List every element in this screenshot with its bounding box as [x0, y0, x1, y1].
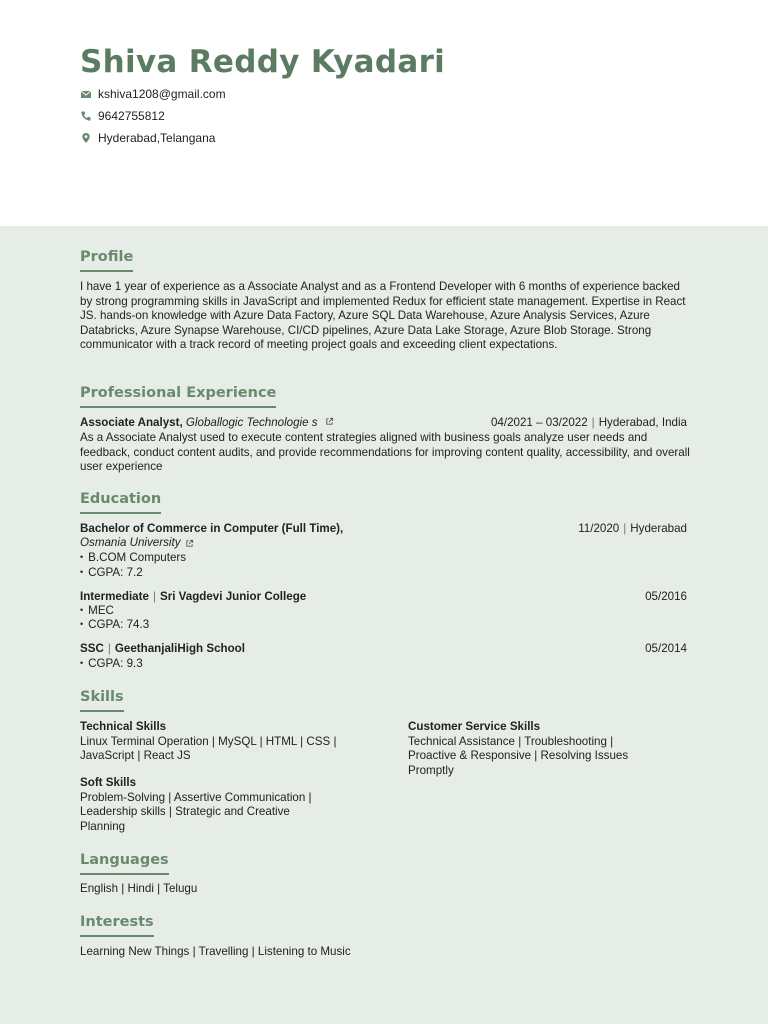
phone-text: 9642755812	[98, 109, 165, 123]
customer-service-skills	[408, 720, 688, 778]
job-location: Hyderabad, India	[598, 416, 687, 429]
intermediate-level: Intermediate	[80, 590, 149, 603]
customer-skills-line: Proactive & Responsive | Resolving Issues	[408, 749, 629, 763]
contact-location	[80, 131, 215, 145]
company-link[interactable]: Globallogic Technologie s	[185, 416, 318, 429]
technical-skills-line: Linux Terminal Operation | MySQL | HTML | CSS |	[80, 734, 337, 748]
external-link-icon[interactable]	[185, 539, 194, 548]
interests-section-title: Interests	[80, 914, 154, 937]
education-section-title: Education	[80, 491, 161, 514]
customer-skills-line: Technical Assistance | Troubleshooting |	[408, 734, 614, 748]
profile-section-title: Profile	[80, 249, 133, 272]
soft-skills-line: Leadership skills | Strategic and Creative	[80, 805, 290, 819]
location-text: Hyderabad,Telangana	[98, 131, 216, 145]
job-description: As a Associate Analyst used to execute content strategies aligned with business goals analyze user needs and feedback, conduct content audits, and provide recommendations for improving content quality, accessibility, and overall user experience	[80, 431, 690, 474]
degree-date: 11/2020	[578, 522, 620, 535]
soft-skills-heading: Soft Skills	[80, 776, 137, 789]
job-role: Associate Analyst,	[80, 416, 183, 429]
experience-section-title: Professional Experience	[80, 385, 276, 408]
skills-section-title: Skills	[80, 689, 124, 712]
ssc-level: SSC	[80, 642, 104, 655]
list-item: • CGPA: 7.2	[80, 566, 143, 581]
list-item: • B.COM Computers	[80, 551, 186, 566]
intermediate-date: 05/2016	[645, 590, 687, 603]
resume-header	[0, 0, 768, 226]
technical-skills	[80, 720, 380, 764]
job-dates: 04/2021 – 03/2022	[490, 416, 588, 429]
interests-list: Learning New Things | Travelling | Listening to Music	[80, 945, 351, 958]
soft-skills-line: Planning	[80, 819, 126, 833]
experience-entry-header: Associate Analyst, Globallogic Technologie s 04/2021 – 03/2022 | Hyderabad, India	[80, 416, 687, 429]
technical-skills-line: JavaScript | React JS	[80, 749, 191, 763]
languages-section-title: Languages	[80, 852, 169, 875]
list-item: • MEC	[80, 604, 114, 619]
phone-icon	[80, 110, 92, 122]
degree-name: Bachelor of Commerce in Computer (Full Time),	[80, 522, 344, 535]
intermediate-header: Intermediate | Sri Vagdevi Junior College 05/2016	[80, 590, 687, 603]
degree-location: Hyderabad	[630, 522, 687, 535]
ssc-header: SSC | GeethanjaliHigh School 05/2014	[80, 642, 687, 655]
customer-skills-line: Promptly	[408, 763, 454, 777]
degree-header: Bachelor of Commerce in Computer (Full Time), 11/2020 | Hyderabad	[80, 522, 687, 535]
customer-skills-heading: Customer Service Skills	[408, 720, 541, 733]
profile-summary: I have 1 year of experience as a Associate Analyst and as a Frontend Developer with 6 months of experience backed by strong programming skills in JavaScript and implemented Redux for efficient state management. Expertise in React JS. hands-on knowledge with Azure Data Factory, Azure SQL Data Warehouse, Azure Analysis Services, Azure Databricks, Azure Synapse Warehouse, CI/CD pipelines, Azure Data Lake Storage, Azure Blob Storage. Strong communicator with a track record of meeting project goals and exceeding client expectations.	[80, 280, 686, 352]
list-item: • CGPA: 74.3	[80, 618, 149, 633]
university-link[interactable]: Osmania University	[80, 536, 181, 549]
ssc-school: GeethanjaliHigh School	[114, 642, 245, 655]
ssc-date: 05/2014	[645, 642, 687, 655]
degree-school-row	[80, 536, 687, 551]
contact-phone[interactable]	[80, 109, 165, 123]
email-text: kshiva1208@gmail.com	[98, 87, 226, 101]
list-item: • CGPA: 9.3	[80, 657, 143, 672]
intermediate-school: Sri Vagdevi Junior College	[159, 590, 307, 603]
location-pin-icon	[80, 132, 92, 144]
contact-email[interactable]	[80, 87, 226, 101]
technical-skills-heading: Technical Skills	[80, 720, 167, 733]
soft-skills	[80, 776, 380, 834]
email-icon	[80, 88, 92, 100]
external-link-icon[interactable]	[325, 417, 334, 426]
soft-skills-line: Problem-Solving | Assertive Communication |	[80, 790, 312, 804]
candidate-name: Shiva Reddy Kyadari	[80, 44, 446, 80]
languages-list: English | Hindi | Telugu	[80, 882, 198, 895]
